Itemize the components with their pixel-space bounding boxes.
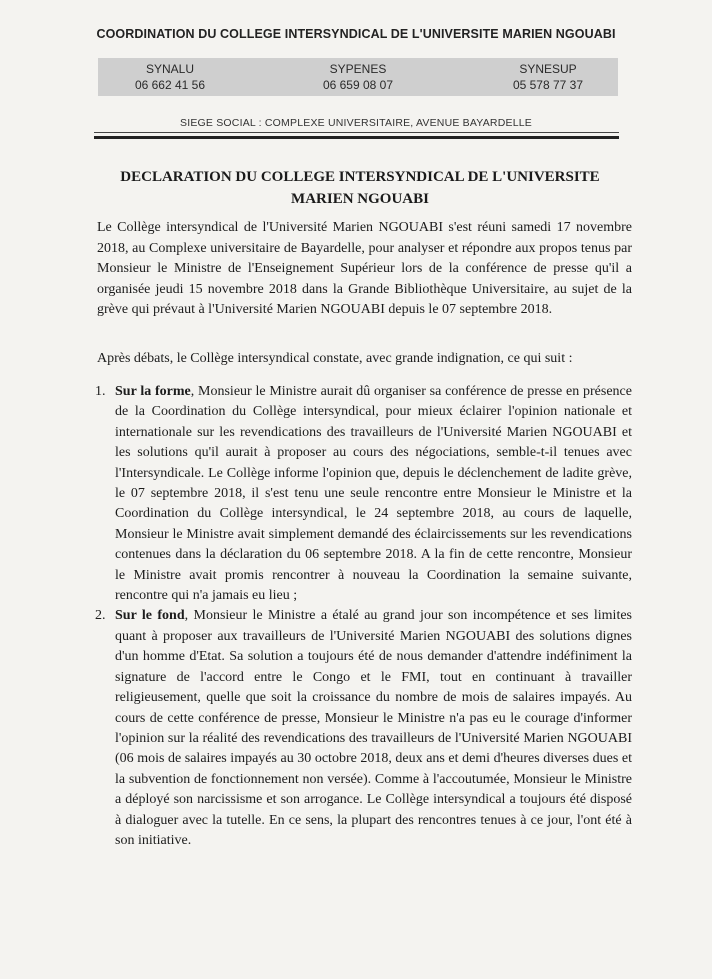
lead-in-paragraph: Après débats, le Collège intersyndical constate, avec grande indignation, ce qui suit :	[97, 351, 573, 366]
item-number: 2.	[95, 608, 106, 624]
union-phone: 06 662 41 56	[134, 78, 206, 92]
union-sypenes	[298, 61, 418, 93]
union-name: SYNESUP	[519, 62, 577, 76]
header-divider-thin	[94, 132, 619, 133]
intro-paragraph: Le Collège intersyndical de l'Université Marien NGOUABI s'est réuni samedi 17 novembre 2018, au Complexe universitaire de Bayardelle, pour analyser et répondre aux propos tenus par Monsieur le Ministre de l'Enseignement Supérieur lors de la conférence de presse qu'il a organisée jeudi 15 novembre 2018 dans la Grande Bibliothèque Universitaire, au sujet de la grève qui prévaut à l'Université Marien NGOUABI depuis le 07 septembre 2018.	[97, 220, 632, 318]
union-phone: 06 659 08 07	[322, 78, 394, 92]
list-item	[97, 606, 632, 851]
union-phone: 05 578 77 37	[512, 78, 584, 92]
item-lead: Sur la forme	[115, 384, 191, 399]
declaration-title: DECLARATION DU COLLEGE INTERSYNDICAL DE L'UNIVERSITE MARIEN NGOUABI	[120, 169, 600, 207]
list-item	[97, 382, 632, 606]
item-number: 1.	[95, 384, 106, 399]
union-name: SYNALU	[145, 62, 195, 76]
union-synesup	[483, 61, 613, 93]
union-name: SYPENES	[329, 62, 387, 76]
union-synalu	[110, 61, 230, 93]
letterhead-title: COORDINATION DU COLLEGE INTERSYNDICAL DE L'UNIVERSITE MARIEN NGOUABI	[96, 27, 616, 41]
findings-list	[97, 382, 632, 851]
unions-band	[98, 58, 618, 96]
item-text: , Monsieur le Ministre a étalé au grand jour son incompétence et ses limites quant à proposer aux travailleurs de l'Université Marien NGOUABI des solutions dignes d'un homme d'Etat. Sa solution a toujours été de nous demander d'attendre indéfiniment la signature de l'accord entre le Congo et le FMI, tout en continuant à travailler religieusement, quelle que soit la croissance du nombre de mois de salaires impayés. Au cours de cette conférence de presse, Monsieur le Ministre n'a pas eu le courage d'informer l'opinion sur la réalité des revendications des travailleurs de l'Université Marien NGOUABI (06 mois de salaires impayés au 30 octobre 2018, deux ans et demi d'heures diverses dues et la subvention de fonctionnement non versée). Comme à l'accoutumée, Monsieur le Ministre a déployé son narcissisme et son arrogance. Le Collège intersyndical a toujours été disposé à dialoguer avec la tutelle. En ce sens, la plupart des rencontres tenues à ce jour, l'ont été à son initiative.	[115, 608, 632, 848]
siege-social: SIEGE SOCIAL : COMPLEXE UNIVERSITAIRE, AVENUE BAYARDELLE	[180, 117, 532, 129]
header-divider-thick	[94, 136, 619, 139]
item-lead: Sur le fond	[115, 608, 185, 624]
item-text: , Monsieur le Ministre aurait dû organiser sa conférence de presse en présence de la Coordination du Collège intersyndical, pour mieux éclairer l'opinion nationale et internationale sur les revendications des travailleurs de l'Université Marien NGOUABI et les solutions qu'il aurait à proposer au cours des négociations, semble-t-il tenues avec l'Intersyndicale. Le Collège informe l'opinion que, depuis le déclenchement de ladite grève, le 07 septembre 2018, il s'est tenu une seule rencontre entre Monsieur le Ministre et la Coordination du Collège intersyndical, le 24 septembre 2018, au cours de laquelle, Monsieur le Ministre avait simplement demandé des éclaircissements sur les revendications contenues dans la déclaration du 06 septembre 2018. A la fin de cette rencontre, Monsieur le Ministre avait promis rencontrer à nouveau la Coordination la semaine suivante, rencontre qui n'a jamais eu lieu ;	[115, 384, 632, 604]
